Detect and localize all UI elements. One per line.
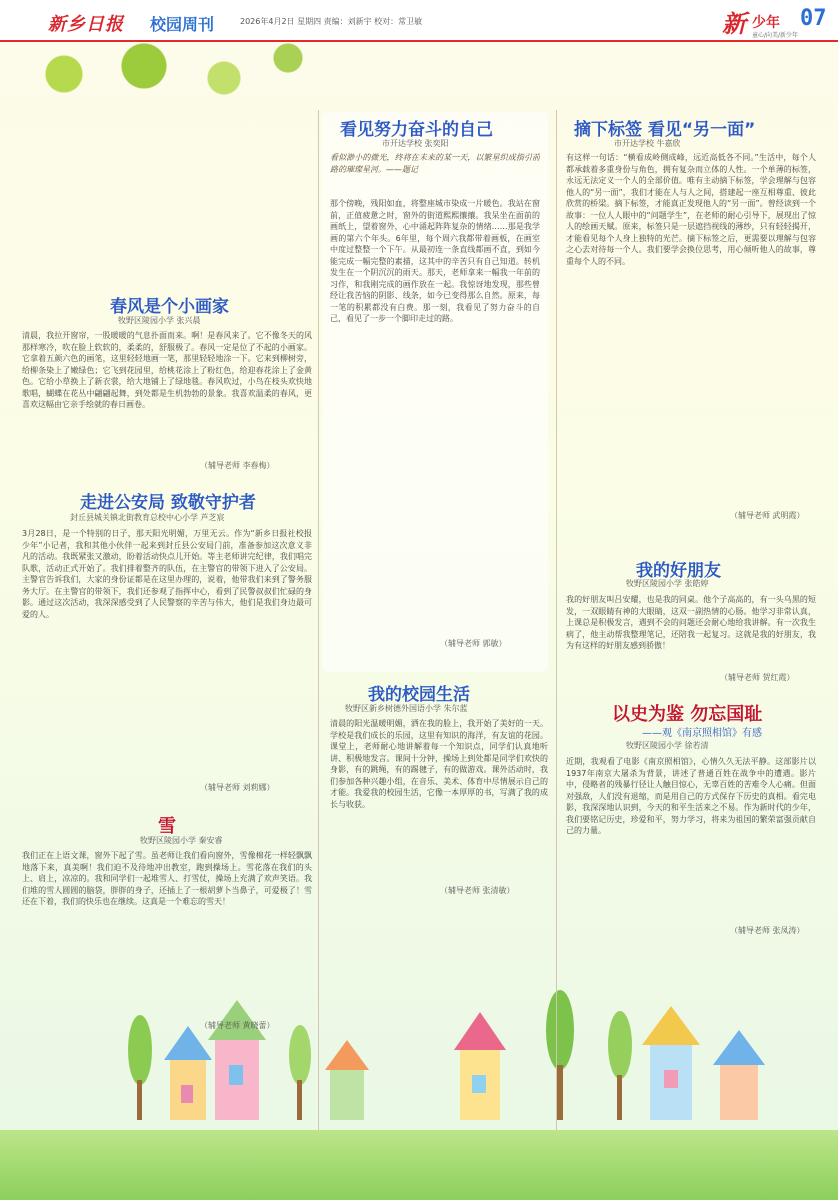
brand-shaonian: 少年: [752, 15, 780, 31]
history-signature: （辅导老师 张凤涛）: [730, 926, 805, 935]
page-number: 07: [800, 6, 827, 31]
snow-body: 我们正在上语文课，窗外下起了雪。虽老师让我们看向窗外，雪像棉花一样轻飘飘地落下来，真美啊！我们迫不及待地冲出教室，跑到操场上。雪花落在我们的头上、肩上，凉凉的。我和同学们一起堆雪人、打雪仗，操场上充满了欢声笑语。我们堆的雪人圆圆的脑袋，胖胖的身子，还插上了一根胡萝卜当鼻子，可爱极了！雪还在下着，我们的快乐也在继续。这真是一个难忘的雪天！: [22, 851, 312, 906]
spring-title: 春风是个小画家: [110, 297, 229, 317]
police-body: 3月28日，是一个特别的日子，那天阳光明媚，万里无云。作为“新乡日报社校报少年”小记者，我和其他小伙伴一起来到封丘县公安局门前，准备参加这次意义非凡的活动。我既紧张又激动，盼着活动快点儿开始。等主老师讲完纪律，我们唱完队歌，活动正式开始了。我们排着整齐的队伍，在主警官的带领下进入了公安局。主警官告诉我们，大家的身份证都是在这里办理的，说着，他带我们来到了警务服务大厅。在主警官的带领下，我们还参观了指挥中心，看到了民警叔叔们忙碌的身影。通过这次活动，我深深感受到了人民警察的辛苦与伟大，他们是我们身边最可爱的人。: [22, 529, 312, 619]
issue-meta: 2026年4月2日 星期四 责编：刘新宇 校对：常卫敏: [240, 17, 423, 26]
tags-body: 有这样一句话：“横看成岭侧成峰，远近高低各不同。”生活中，每个人都承载着多重身份与角色，拥有复杂而立体的人性。一个单薄的标签，永远无法定义一个人的全部价值。唯有主动摘下标签，学会理解与包容他人的“另一面”，我们才能在人与人之间，搭建起一座互相尊重、彼此欣赏的桥梁。摘下标签，才能真正发现他人的“另一面”。曾经读到一个故事：一位人人眼中的“问题学生”，在老师的耐心引导下，展现出了惊人的绘画天赋。原来，标签只是一层遮挡视线的薄纱，只有轻轻揭开，才能看见每个人身上独特的光芒。摘下标签之后，更需要以理解与包容之心去对待每一个人。我们要学会换位思考，用心倾听他人的故事，尊重每个人的不同。: [566, 153, 816, 266]
friend-body: 我的好朋友叫吕安耀，也是我的同桌。他个子高高的，有一头乌黑的短发，一双眼睛有神的大眼睛，这双一副热情的心肠。他学习非常认真，上课总是积极发言，遇到不会的问题还会耐心地给我讲解。有一次我生病了，他主动帮我整理笔记，还陪我一起复习。这就是我的好朋友，我为有这样的好朋友感到骄傲！: [566, 595, 816, 650]
tags-title: 摘下标签 看见“另一面”: [574, 120, 756, 140]
house-3: [325, 1040, 369, 1120]
effort-epigraph: 看似渺小的微光，终将在未来的某一天，以繁星织成指引前路的璀璨星河。——题记: [330, 153, 540, 174]
life-body: 清晨的阳光温暖明媚，洒在我的脸上，我开始了美好的一天。学校是我们成长的乐园，这里有知识的海洋，有友谊的花园。课堂上，老师耐心地讲解着每一个知识点，同学们认真地听讲、积极地发言。课间十分钟，操场上到处都是同学们欢快的身影，有的跳绳，有的踢毽子，有的做游戏。课外活动时，我们参加各种兴趣小组，在音乐、美术、体育中尽情展示自己的才能。我爱我的校园生活，它像一本厚厚的书，写满了我的成长与收获。: [330, 719, 548, 809]
police-signature: （辅导老师 刘莉娜）: [200, 783, 275, 792]
house-5: [642, 1006, 700, 1120]
tree-3: [128, 1015, 152, 1120]
tags-byline: 市开达学校 牛嘉欣: [614, 139, 681, 148]
spring-signature: （辅导老师 李春梅）: [200, 461, 275, 470]
tags-signature: （辅导老师 武明霞）: [730, 511, 805, 520]
tree-1: [546, 990, 574, 1120]
police-title: 走进公安局 致敬守护者: [80, 493, 256, 513]
effort-byline: 市开达学校 张奕阳: [382, 139, 449, 148]
history-body: 近期，我观看了电影《南京照相馆》，心情久久无法平静。这部影片以1937年南京大屠杀为背景，讲述了普通百姓在战争中的遭遇。影片中，侵略者的残暴行径让人触目惊心，无辜百姓的苦难令人心痛。但面对强敌，人们没有退缩，而是用自己的方式保存下历史的真相。看完电影，我深深地认识到，今天的和平生活来之不易。作为新时代的少年，我们要铭记历史，珍爱和平，努力学习，将来为祖国的繁荣富强贡献自己的力量。: [566, 757, 816, 835]
snow-signature: （辅导老师 黄晓蕾）: [200, 1021, 275, 1030]
life-byline: 牧野区新乡树德外国语小学 朱尔蓝: [345, 704, 468, 713]
brand-subtitle: 童心/向美/新少年: [752, 32, 799, 39]
paper-logo: 新乡日报: [48, 14, 124, 35]
friend-title: 我的好朋友: [636, 561, 721, 581]
tree-2: [608, 1011, 632, 1120]
spring-byline: 牧野区陵园小学 张兴晨: [118, 316, 201, 325]
column-divider-right: [556, 110, 557, 1130]
masthead: [0, 0, 838, 42]
effort-title: 看见努力奋斗的自己: [340, 120, 493, 140]
section-title: 校园周刊: [150, 15, 215, 34]
house-1: [164, 1026, 212, 1120]
spring-body: 清晨，我拉开窗帘，一股暖暖的气息扑面而来。啊！是春风来了。它不像冬天的风那样寒冷，吹在脸上软软的，柔柔的，舒服极了。春风一定是位了不起的小画家。它拿着五颜六色的画笔，这里轻轻地画一笔，那里轻轻地涂一下。它来到柳树旁，给柳条染上了嫩绿色；它飞到花园里，给桃花涂上了粉红色，给迎春花涂上了金黄色。它给小草换上了新衣裳，给大地铺上了绿地毯。春风吹过，小鸟在枝头欢快地歌唱，蝴蝶在花丛中翩翩起舞，到处都是生机勃勃的景象。我喜欢温柔的春风，更喜欢这幅由它亲手绘就的春日画卷。: [22, 331, 312, 409]
effort-body: 那个傍晚，残阳如血，将整座城市染成一片暖色。我站在窗前，正值疲惫之时，窗外的街道熙熙攘攘。我呆坐在面前的画纸上，望着窗外，心中涌起阵阵复杂的情绪……那是我学画的第六个年头。6年里，每个周六我都带着画板，在画室中度过整整一个下午。从最初连一条直线都画不直，到如今能完成一幅完整的素描，这其中的辛苦只有自己知道。转机发生在一个阴沉沉的雨天。那天，老师拿来一幅我一年前的习作，和我刚完成的画作放在一起。我惊讶地发现，那些曾经让我苦恼的阴影、线条，如今已变得那么自然。原来，每一笔的积累都没有白费。那一刻，我看见了努力奋斗的自己，看见了一步一个脚印走过的路。: [330, 199, 540, 323]
life-title: 我的校园生活: [368, 685, 470, 705]
tree-4: [289, 1025, 311, 1120]
history-subtitle: ——观《南京照相馆》有感: [642, 728, 762, 739]
effort-signature: （辅导老师 郭敏）: [440, 639, 507, 648]
snow-byline: 牧野区陵园小学 秦安睿: [140, 836, 223, 845]
police-byline: 封丘县城关镇北街教育总校中心小学 芦芝宸: [70, 513, 225, 522]
column-divider-left: [318, 110, 319, 1130]
friend-byline: 牧野区陵园小学 张皓婷: [626, 579, 709, 588]
house-6: [713, 1030, 765, 1120]
history-byline: 牧野区陵园小学 徐若清: [626, 741, 709, 750]
house-4: [454, 1012, 506, 1120]
history-title: 以史为鉴 勿忘国耻: [612, 704, 763, 725]
brand-xin: 新: [722, 9, 746, 38]
friend-signature: （辅导老师 贺红霞）: [720, 673, 795, 682]
tree-leaves-decoration: [0, 42, 320, 122]
house-2: [208, 1000, 266, 1120]
life-signature: （辅导老师 张清敏）: [440, 886, 515, 895]
snow-title: 雪: [158, 816, 176, 837]
